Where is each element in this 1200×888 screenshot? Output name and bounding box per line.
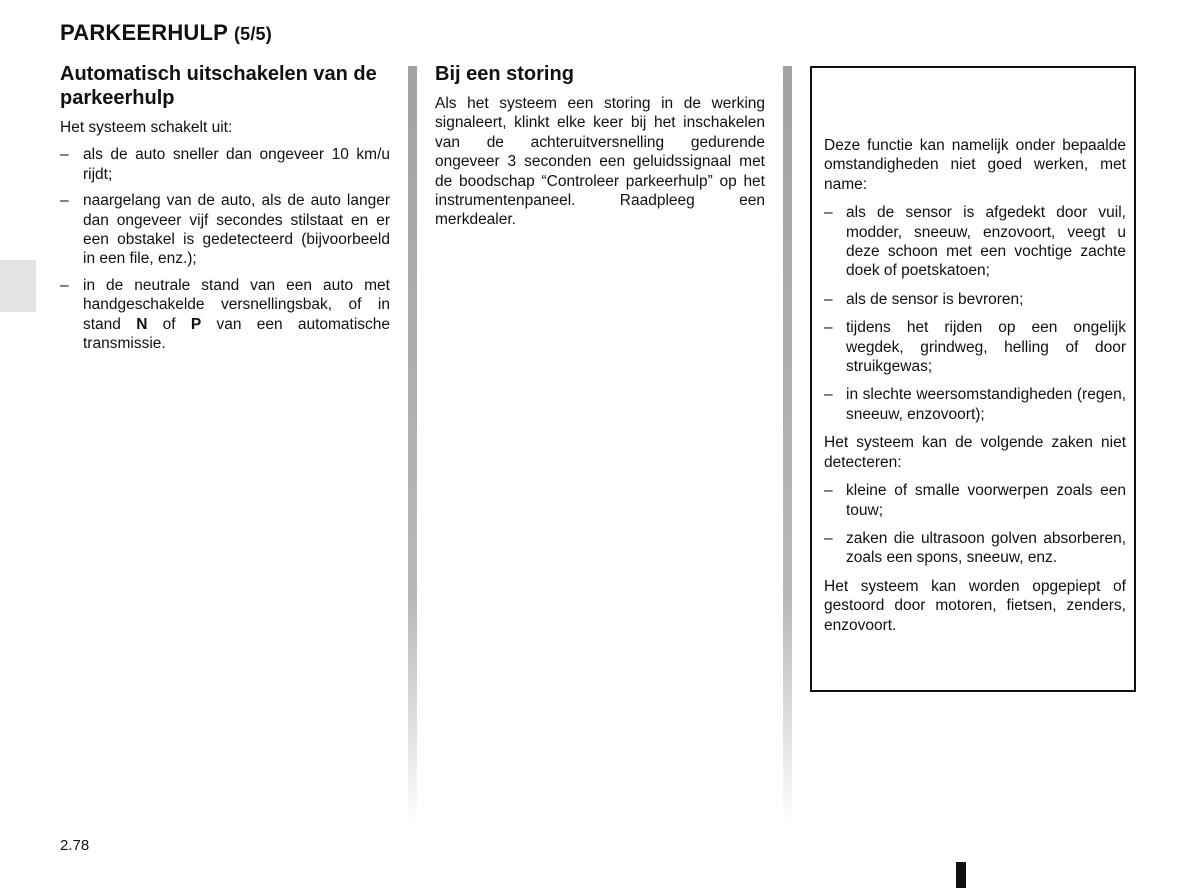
warning-note-box (810, 66, 1136, 692)
dash-bullet: – (824, 290, 833, 308)
list-item (824, 318, 1126, 376)
list-item-text-a: in de neutrale stand van een auto met handgeschakelde versnellingsbak, of in stand (83, 276, 390, 333)
list-item-text: tijdens het rijden op een ongelijk wegdek, grindweg, helling of door struikgewas; (846, 319, 1126, 376)
list-item (824, 385, 1126, 424)
page-number: 2.78 (60, 837, 90, 854)
dash-bullet: – (824, 204, 833, 222)
column-divider (783, 66, 792, 824)
list-item (824, 529, 1126, 568)
dash-bullet: – (824, 529, 833, 547)
list-item (60, 191, 390, 269)
note-content (824, 136, 1126, 644)
note-conditions-list (824, 203, 1126, 424)
section-heading-auto-disable: Automatisch uitschakelen van de parkeerhulp (60, 63, 377, 109)
dash-bullet: – (824, 386, 833, 404)
list-item-text-c: van een automatische transmissie. (83, 315, 391, 353)
list-item (824, 203, 1126, 281)
chapter-tab-marker (0, 260, 36, 312)
column-divider (408, 66, 417, 824)
section-heading-malfunction: Bij een storing (435, 63, 574, 85)
dash-bullet: – (60, 276, 69, 294)
gear-position-p: P (190, 315, 202, 333)
condition-list (60, 145, 390, 353)
list-item-text: naargelang van de auto, als de auto langer dan ongeveer vijf secondes stilstaat en er een obstakel is gedetecteerd (bijvoorbeeld in een file, enz.); (83, 192, 390, 268)
note-outro: Het systeem kan worden opgepiept of gestoord door motoren, fietsen, zenders, enzovoort. (824, 577, 1126, 634)
list-item-text: kleine of smalle voorwerpen zoals een touw; (846, 482, 1126, 519)
list-item-text: als de sensor is afgedekt door vuil, modder, sneeuw, enzovoort, veegt u deze schoon met een vochtige zachte doek of poetskatoen; (846, 204, 1126, 280)
list-item-text: zaken die ultrasoon golven absorberen, zoals een spons, sneeuw, enz. (846, 529, 1126, 567)
list-item (824, 481, 1126, 520)
list-item-text: als de sensor is bevroren; (846, 290, 1024, 308)
page-title (60, 20, 272, 46)
end-of-chapter-marker (956, 862, 966, 888)
note-intro: Deze functie kan namelijk onder bepaalde omstandigheden niet goed werken, met name: (824, 137, 1126, 193)
note-undetectable-list (824, 481, 1126, 568)
list-item-text-b: of (162, 315, 176, 333)
list-item (824, 290, 1126, 309)
page-title-suffix: (5/5) (233, 24, 272, 44)
list-item (60, 145, 390, 184)
note-middle: Het systeem kan de volgende zaken niet detecteren: (824, 434, 1126, 471)
dash-bullet: – (60, 192, 69, 210)
column-malfunction (435, 62, 765, 238)
list-item-text: als de auto sneller dan ongeveer 10 km/u rijdt; (83, 146, 390, 183)
dash-bullet: – (60, 146, 69, 164)
section-intro: Het systeem schakelt uit: (60, 119, 233, 136)
column-auto-disable (60, 62, 390, 360)
page-title-text: PARKEERHULP (60, 20, 228, 45)
gear-position-n: N (136, 315, 148, 333)
list-item (60, 276, 390, 354)
dash-bullet: – (824, 319, 833, 337)
list-item-text: in slechte weersomstandigheden (regen, sneeuw, enzovoort); (846, 386, 1126, 423)
dash-bullet: – (824, 482, 833, 500)
malfunction-body: Als het systeem een storing in de werking signaleert, klinkt elke keer bij het inschakelen van de achteruitversnelling gedurende ongeveer 3 seconden een geluidssignaal met de boodschap “Controleer parkeerhulp” op het instrumentenpaneel. Raadpleeg een merkdealer. (435, 95, 765, 229)
